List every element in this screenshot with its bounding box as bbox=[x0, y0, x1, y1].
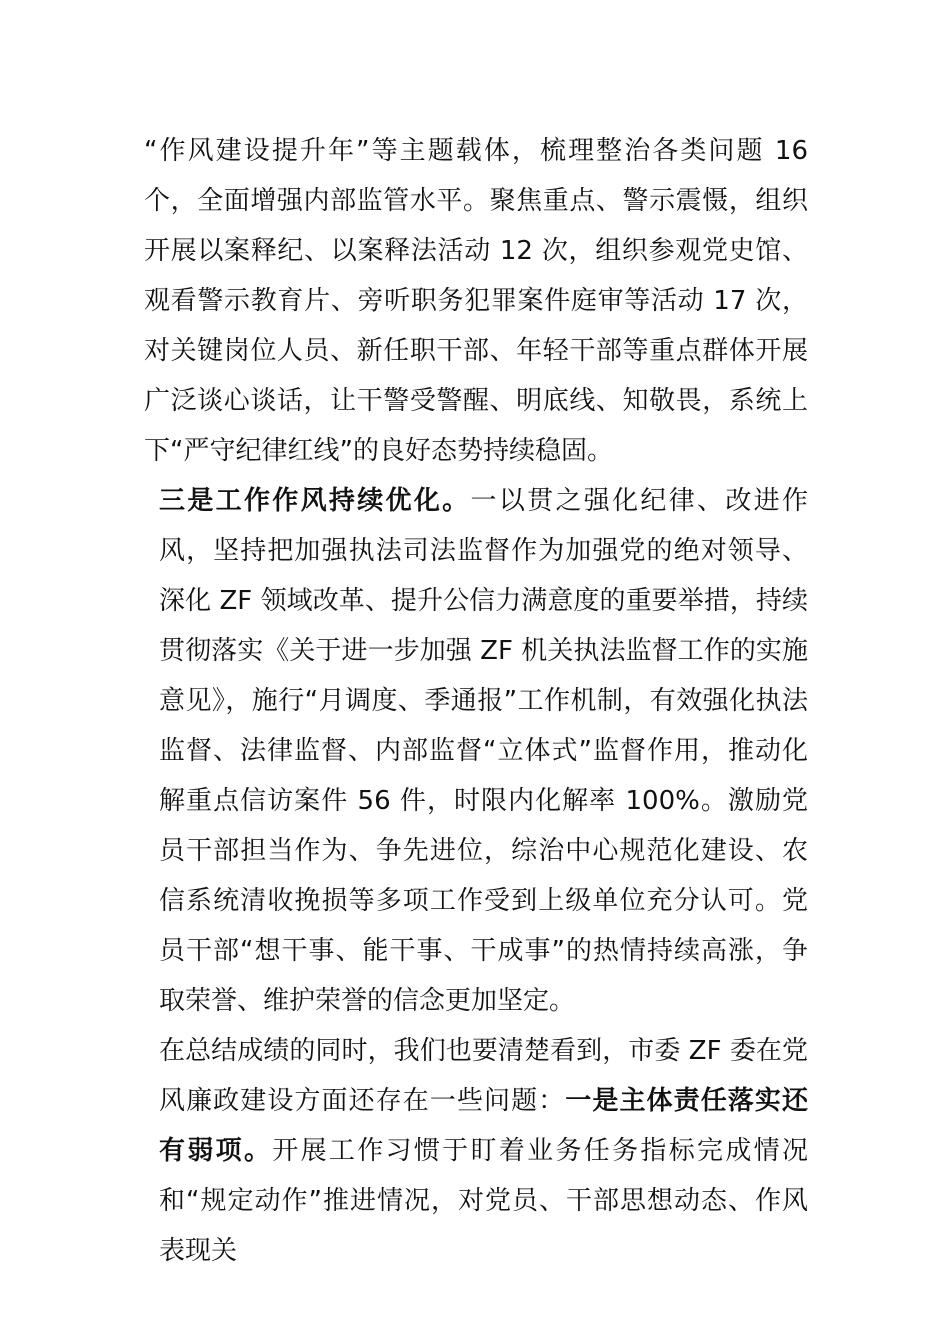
paragraph-text: “作风建设提升年”等主题载体，梳理整治各类问题 16 个，全面增强内部监管水平。聚焦重点、警示震慑，组织开展以案释纪、以案释法活动 12 次，组织参观党史馆、观看警示教育片、旁听职务犯罪案件庭审等活动 17 次，对关键岗位人员、新任职干部、年轻干部等重点群体开展广泛谈心谈话，让干警受警醒、明底线、知敬畏，系统上下“严守纪律红线”的良好态势持续稳固。 bbox=[144, 136, 808, 466]
body-text bbox=[144, 126, 808, 1276]
paragraph-continuation bbox=[144, 126, 808, 476]
paragraph-heading: 一是主体责任落实还有弱项。 bbox=[159, 1086, 808, 1166]
paragraph-work-style bbox=[144, 476, 808, 1026]
paragraph-text: 在总结成绩的同时，我们也要清楚看到，市委 ZF 委在党风廉政建设方面还存在一些问题： bbox=[159, 1036, 808, 1116]
paragraph-text: 开展工作习惯于盯着业务任务指标完成情况和“规定动作”推进情况，对党员、干部思想动态、作风表现关 bbox=[159, 1136, 808, 1266]
paragraph-heading: 三是工作作风持续优化。 bbox=[159, 486, 471, 516]
paragraph-text: 一以贯之强化纪律、改进作风，坚持把加强执法司法监督作为加强党的绝对领导、深化 ZF 领域改革、提升公信力满意度的重要举措，持续贯彻落实《关于进一步加强 ZF 机关执法监督工作的实施意见》，施行“月调度、季通报”工作机制，有效强化执法监督、法律监督、内部监督“立体式”监督作用，推动化解重点信访案件 56 件，时限内化解率 100%。激励党员干部担当作为、争先进位，综治中心规范化建设、农信系统清收挽损等多项工作受到上级单位充分认可。党员干部“想干事、能干事、干成事”的热情持续高涨，争取荣誉、维护荣誉的信念更加坚定。 bbox=[159, 486, 808, 1016]
paragraph-problems bbox=[144, 1026, 808, 1276]
